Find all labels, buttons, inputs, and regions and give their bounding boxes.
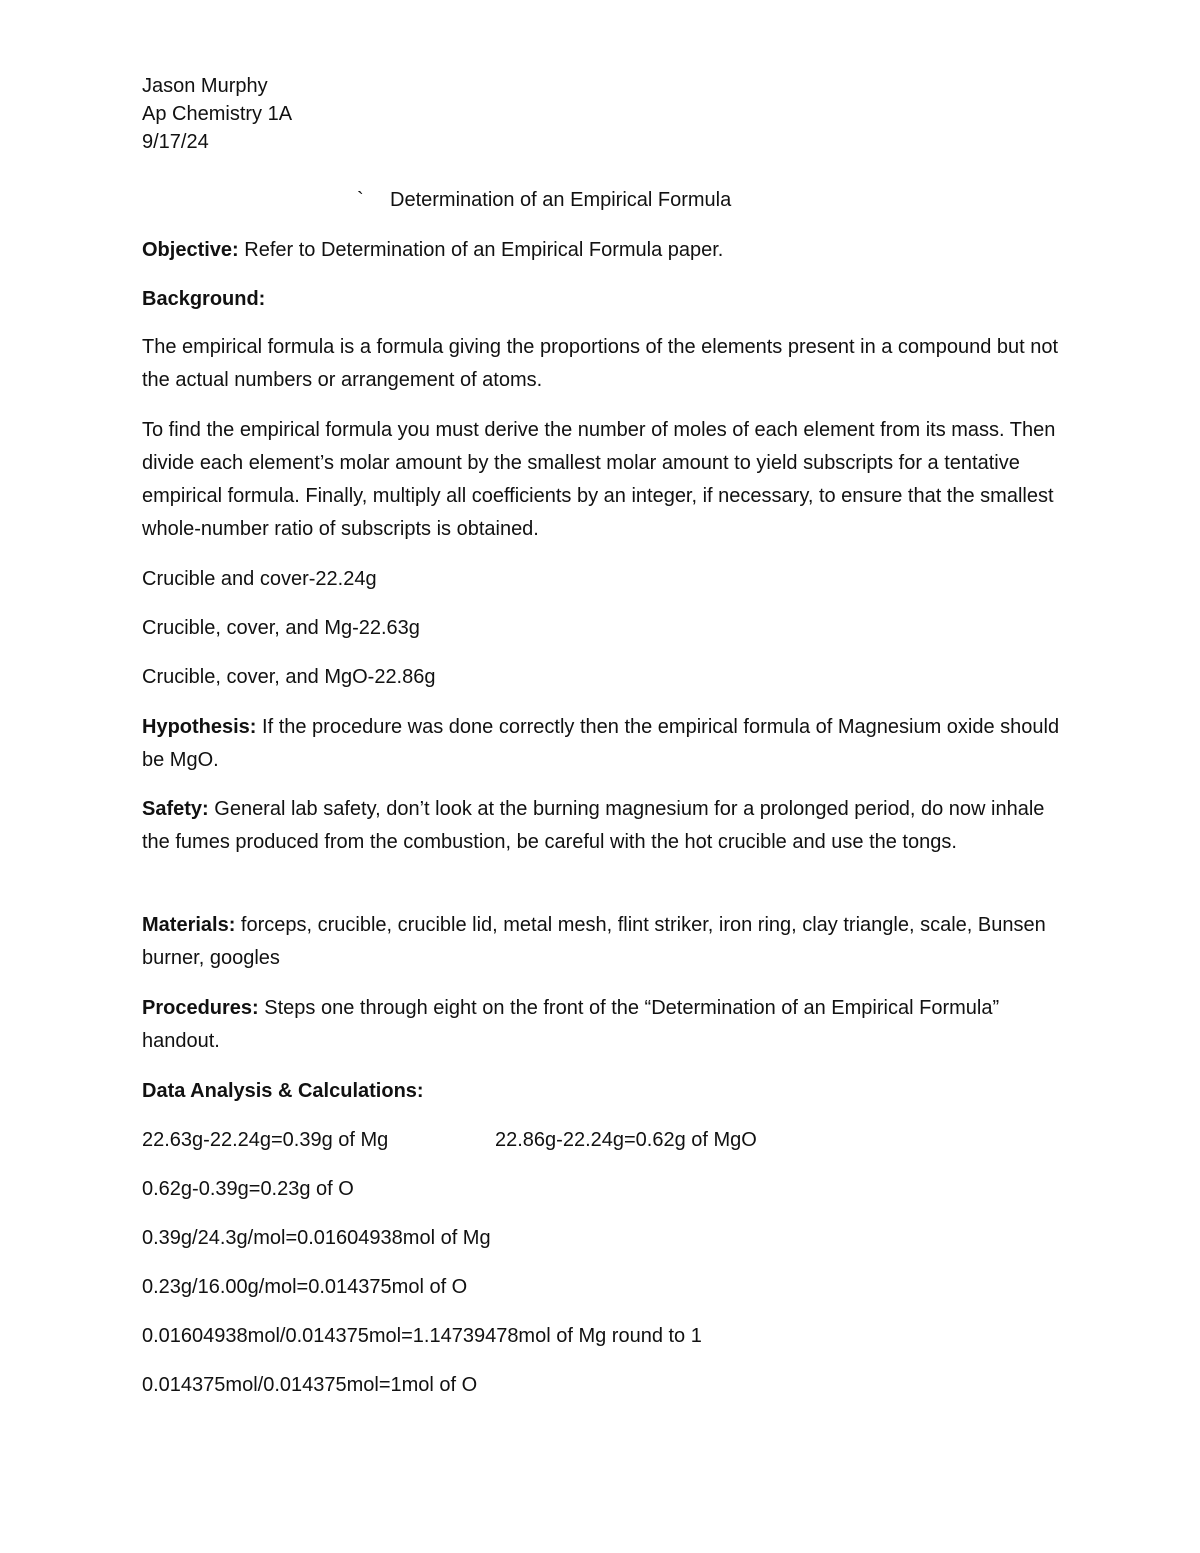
objective-label: Objective: [142,239,239,261]
materials-section [142,909,1072,975]
procedures-section [142,992,1072,1058]
objective-section [142,236,723,264]
document-title: Determination of an Empirical Formula [390,189,732,211]
calc-mass-mg: 22.63g-22.24g=0.39g of Mg [142,1129,389,1151]
calc-ratio-mg: 0.01604938mol/0.014375mol=1.14739478mol of Mg round to 1 [142,1325,702,1347]
procedures-text: Steps one through eight on the front of the “Determination of an Empirical Formula” handout. [142,997,1000,1052]
background-paragraph-1: The empirical formula is a formula giving the proportions of the elements present in a compound but not the actual numbers or arrangement of atoms. [142,336,1059,391]
measurement-crucible-cover-mgo: Crucible, cover, and MgO-22.86g [142,666,436,688]
materials-label: Materials: [142,914,236,936]
document-date: 9/17/24 [142,131,209,153]
calc-moles-o: 0.23g/16.00g/mol=0.014375mol of O [142,1276,468,1298]
safety-label: Safety: [142,798,209,820]
hypothesis-label: Hypothesis: [142,716,257,738]
hypothesis-text: If the procedure was done correctly then the empirical formula of Magnesium oxide should be MgO. [142,716,1060,771]
background-heading [142,285,265,313]
hypothesis-section [142,711,1072,777]
objective-text: Refer to Determination of an Empirical Formula paper. [238,239,724,261]
measurement-crucible-cover-mg: Crucible, cover, and Mg-22.63g [142,617,420,639]
calc-mass-o: 0.62g-0.39g=0.23g of O [142,1178,354,1200]
calc-mass-mgo: 22.86g-22.24g=0.62g of MgO [495,1129,757,1151]
calc-moles-mg: 0.39g/24.3g/mol=0.01604938mol of Mg [142,1227,491,1249]
data-analysis-label: Data Analysis & Calculations: [142,1080,424,1102]
materials-text: forceps, crucible, crucible lid, metal mesh, flint striker, iron ring, clay triangle, scale, Bunsen burner, googles [142,914,1046,969]
safety-section [142,793,1072,859]
title-stray-mark: ` [357,189,364,211]
calc-ratio-o: 0.014375mol/0.014375mol=1mol of O [142,1374,478,1396]
background-label: Background: [142,288,266,310]
author-name: Jason Murphy [142,75,268,97]
background-paragraph-2: To find the empirical formula you must derive the number of moles of each element from its mass. Then divide each element’s molar amount by the smallest molar amount to yield subscripts for a tentative empirical formula. Finally, multiply all coefficients by an integer, if necessary, to ensure that the smallest whole-number ratio of subscripts is obtained. [142,419,1056,540]
safety-text: General lab safety, don’t look at the burning magnesium for a prolonged period, do now inhale the fumes produced from the combustion, be careful with the hot crucible and use the tongs. [142,798,1045,853]
procedures-label: Procedures: [142,997,259,1019]
measurement-crucible-cover: Crucible and cover-22.24g [142,568,377,590]
course-name: Ap Chemistry 1A [142,103,293,125]
data-analysis-heading [142,1077,424,1105]
